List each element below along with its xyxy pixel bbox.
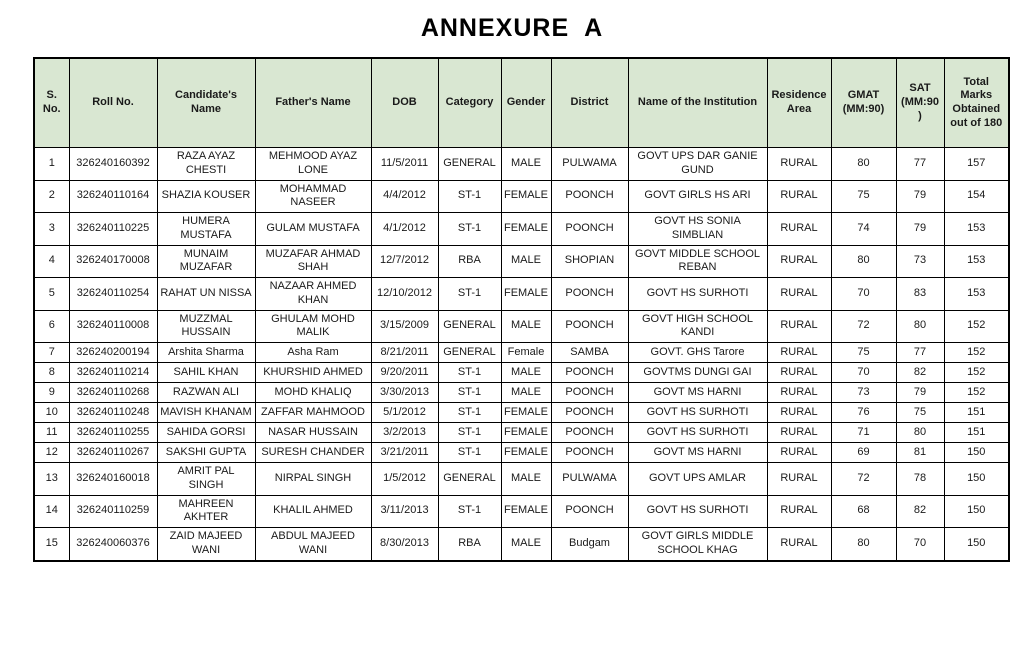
table-cell: 3/11/2013 bbox=[371, 495, 438, 528]
table-cell: 3/15/2009 bbox=[371, 310, 438, 343]
table-cell: GOVTMS DUNGI GAI bbox=[628, 363, 767, 383]
table-cell: 14 bbox=[34, 495, 69, 528]
table-cell: 11 bbox=[34, 423, 69, 443]
table-cell: 1/5/2012 bbox=[371, 463, 438, 496]
table-cell: RURAL bbox=[767, 363, 831, 383]
table-cell: MEHMOOD AYAZ LONE bbox=[255, 148, 371, 181]
table-cell: Arshita Sharma bbox=[157, 343, 255, 363]
table-cell: 8/21/2011 bbox=[371, 343, 438, 363]
table-body bbox=[34, 148, 1009, 561]
table-cell: ST-1 bbox=[438, 363, 501, 383]
table-cell: KHALIL AHMED bbox=[255, 495, 371, 528]
table-cell: 150 bbox=[944, 528, 1009, 561]
table-cell: 3/2/2013 bbox=[371, 423, 438, 443]
table-cell: 326240110254 bbox=[69, 278, 157, 311]
table-cell: 12/7/2012 bbox=[371, 245, 438, 278]
table-cell: 7 bbox=[34, 343, 69, 363]
table-cell: RURAL bbox=[767, 343, 831, 363]
table-cell: 80 bbox=[831, 148, 896, 181]
table-cell: RURAL bbox=[767, 403, 831, 423]
table-cell: 326240110248 bbox=[69, 403, 157, 423]
table-cell: 70 bbox=[896, 528, 944, 561]
table-cell: ST-1 bbox=[438, 180, 501, 213]
table-row bbox=[34, 278, 1009, 311]
table-cell: 83 bbox=[896, 278, 944, 311]
table-cell: 326240110214 bbox=[69, 363, 157, 383]
table-cell: 151 bbox=[944, 423, 1009, 443]
table-cell: Female bbox=[501, 343, 551, 363]
table-cell: KHURSHID AHMED bbox=[255, 363, 371, 383]
table-cell: 79 bbox=[896, 213, 944, 246]
table-cell: RURAL bbox=[767, 213, 831, 246]
table-cell: 72 bbox=[831, 310, 896, 343]
column-header: Candidate's Name bbox=[157, 58, 255, 148]
table-cell: GENERAL bbox=[438, 463, 501, 496]
table-cell: 5/1/2012 bbox=[371, 403, 438, 423]
table-cell: 1 bbox=[34, 148, 69, 181]
table-cell: NIRPAL SINGH bbox=[255, 463, 371, 496]
table-cell: 152 bbox=[944, 343, 1009, 363]
table-cell: RAHAT UN NISSA bbox=[157, 278, 255, 311]
table-cell: 154 bbox=[944, 180, 1009, 213]
table-cell: 79 bbox=[896, 180, 944, 213]
column-header: S. No. bbox=[34, 58, 69, 148]
table-cell: GOVT MIDDLE SCHOOL REBAN bbox=[628, 245, 767, 278]
table-cell: 79 bbox=[896, 383, 944, 403]
table-cell: GOVT HS SURHOTI bbox=[628, 403, 767, 423]
table-cell: MALE bbox=[501, 245, 551, 278]
table-cell: PULWAMA bbox=[551, 463, 628, 496]
table-cell: MUZZMAL HUSSAIN bbox=[157, 310, 255, 343]
table-cell: AMRIT PAL SINGH bbox=[157, 463, 255, 496]
table-cell: 77 bbox=[896, 148, 944, 181]
table-cell: GULAM MUSTAFA bbox=[255, 213, 371, 246]
table-cell: MOHD KHALIQ bbox=[255, 383, 371, 403]
table-cell: 82 bbox=[896, 495, 944, 528]
column-header: Gender bbox=[501, 58, 551, 148]
column-header: Total Marks Obtained out of 180 bbox=[944, 58, 1009, 148]
table-cell: 326240060376 bbox=[69, 528, 157, 561]
table-cell: NAZAAR AHMED KHAN bbox=[255, 278, 371, 311]
table-cell: 78 bbox=[896, 463, 944, 496]
table-cell: RURAL bbox=[767, 245, 831, 278]
table-cell: RURAL bbox=[767, 463, 831, 496]
table-cell: GOVT UPS AMLAR bbox=[628, 463, 767, 496]
table-cell: 4 bbox=[34, 245, 69, 278]
table-row bbox=[34, 148, 1009, 181]
table-cell: FEMALE bbox=[501, 180, 551, 213]
table-cell: 12/10/2012 bbox=[371, 278, 438, 311]
table-cell: 2 bbox=[34, 180, 69, 213]
table-cell: ZAID MAJEED WANI bbox=[157, 528, 255, 561]
table-cell: MALE bbox=[501, 383, 551, 403]
column-header: Residence Area bbox=[767, 58, 831, 148]
table-row bbox=[34, 495, 1009, 528]
table-cell: 82 bbox=[896, 363, 944, 383]
table-cell: 5 bbox=[34, 278, 69, 311]
table-cell: RURAL bbox=[767, 383, 831, 403]
table-cell: 6 bbox=[34, 310, 69, 343]
table-cell: GOVT GIRLS MIDDLE SCHOOL KHAG bbox=[628, 528, 767, 561]
table-cell: 80 bbox=[831, 528, 896, 561]
table-cell: 69 bbox=[831, 443, 896, 463]
table-cell: MALE bbox=[501, 363, 551, 383]
table-cell: 74 bbox=[831, 213, 896, 246]
table-cell: Asha Ram bbox=[255, 343, 371, 363]
table-cell: RURAL bbox=[767, 310, 831, 343]
table-cell: RAZA AYAZ CHESTI bbox=[157, 148, 255, 181]
table-cell: FEMALE bbox=[501, 443, 551, 463]
table-cell: RBA bbox=[438, 528, 501, 561]
table-cell: SAHIL KHAN bbox=[157, 363, 255, 383]
table-cell: 68 bbox=[831, 495, 896, 528]
column-header: Category bbox=[438, 58, 501, 148]
table-cell: GENERAL bbox=[438, 148, 501, 181]
table-cell: 3 bbox=[34, 213, 69, 246]
table-cell: GOVT HS SURHOTI bbox=[628, 278, 767, 311]
table-row bbox=[34, 443, 1009, 463]
table-cell: 12 bbox=[34, 443, 69, 463]
table-cell: 4/1/2012 bbox=[371, 213, 438, 246]
column-header: Father's Name bbox=[255, 58, 371, 148]
table-cell: RURAL bbox=[767, 495, 831, 528]
table-cell: 153 bbox=[944, 213, 1009, 246]
table-cell: ST-1 bbox=[438, 443, 501, 463]
column-header: District bbox=[551, 58, 628, 148]
header-row bbox=[34, 58, 1009, 148]
table-cell: 71 bbox=[831, 423, 896, 443]
table-cell: 11/5/2011 bbox=[371, 148, 438, 181]
table-cell: MAVISH KHANAM bbox=[157, 403, 255, 423]
table-cell: 326240110008 bbox=[69, 310, 157, 343]
table-cell: GOVT HS SURHOTI bbox=[628, 423, 767, 443]
table-cell: MOHAMMAD NASEER bbox=[255, 180, 371, 213]
table-cell: 81 bbox=[896, 443, 944, 463]
table-cell: GOVT MS HARNI bbox=[628, 443, 767, 463]
table-cell: 9/20/2011 bbox=[371, 363, 438, 383]
table-cell: ST-1 bbox=[438, 213, 501, 246]
table-cell: ST-1 bbox=[438, 495, 501, 528]
table-row bbox=[34, 363, 1009, 383]
table-cell: 10 bbox=[34, 403, 69, 423]
table-row bbox=[34, 213, 1009, 246]
table-cell: 3/21/2011 bbox=[371, 443, 438, 463]
table-cell: POONCH bbox=[551, 180, 628, 213]
table-cell: RAZWAN ALI bbox=[157, 383, 255, 403]
table-cell: POONCH bbox=[551, 213, 628, 246]
table-cell: RURAL bbox=[767, 180, 831, 213]
table-cell: 70 bbox=[831, 278, 896, 311]
table-cell: HUMERA MUSTAFA bbox=[157, 213, 255, 246]
table-cell: 152 bbox=[944, 310, 1009, 343]
page-title: ANNEXURE A bbox=[420, 14, 604, 42]
table-cell: 80 bbox=[831, 245, 896, 278]
table-row bbox=[34, 528, 1009, 561]
table-cell: POONCH bbox=[551, 278, 628, 311]
table-cell: GENERAL bbox=[438, 310, 501, 343]
table-cell: MALE bbox=[501, 148, 551, 181]
column-header: Roll No. bbox=[69, 58, 157, 148]
table-cell: SURESH CHANDER bbox=[255, 443, 371, 463]
table-cell: SAMBA bbox=[551, 343, 628, 363]
table-cell: NASAR HUSSAIN bbox=[255, 423, 371, 443]
table-cell: 150 bbox=[944, 443, 1009, 463]
table-cell: SHAZIA KOUSER bbox=[157, 180, 255, 213]
table-cell: ZAFFAR MAHMOOD bbox=[255, 403, 371, 423]
table-cell: 150 bbox=[944, 495, 1009, 528]
table-cell: SAKSHI GUPTA bbox=[157, 443, 255, 463]
table-cell: 75 bbox=[896, 403, 944, 423]
table-cell: POONCH bbox=[551, 403, 628, 423]
column-header: SAT (MM:90) bbox=[896, 58, 944, 148]
table-cell: 15 bbox=[34, 528, 69, 561]
table-cell: 76 bbox=[831, 403, 896, 423]
table-cell: FEMALE bbox=[501, 423, 551, 443]
table-cell: POONCH bbox=[551, 423, 628, 443]
table-cell: SAHIDA GORSI bbox=[157, 423, 255, 443]
table-cell: 8/30/2013 bbox=[371, 528, 438, 561]
table-cell: RURAL bbox=[767, 528, 831, 561]
table-cell: 70 bbox=[831, 363, 896, 383]
table-cell: ST-1 bbox=[438, 278, 501, 311]
column-header: GMAT (MM:90) bbox=[831, 58, 896, 148]
table-cell: RURAL bbox=[767, 148, 831, 181]
table-cell: GOVT HS SONIA SIMBLIAN bbox=[628, 213, 767, 246]
table-cell: ABDUL MAJEED WANI bbox=[255, 528, 371, 561]
table-row bbox=[34, 310, 1009, 343]
table-cell: 72 bbox=[831, 463, 896, 496]
table-cell: RURAL bbox=[767, 278, 831, 311]
table-cell: 153 bbox=[944, 245, 1009, 278]
table-cell: 3/30/2013 bbox=[371, 383, 438, 403]
table-cell: 13 bbox=[34, 463, 69, 496]
table-cell: FEMALE bbox=[501, 403, 551, 423]
column-header: Name of the Institution bbox=[628, 58, 767, 148]
table-cell: POONCH bbox=[551, 383, 628, 403]
table-cell: GOVT. GHS Tarore bbox=[628, 343, 767, 363]
table-cell: 326240160392 bbox=[69, 148, 157, 181]
table-cell: RBA bbox=[438, 245, 501, 278]
table-cell: 326240110267 bbox=[69, 443, 157, 463]
table-cell: GHULAM MOHD MALIK bbox=[255, 310, 371, 343]
table-cell: 326240110225 bbox=[69, 213, 157, 246]
table-cell: 151 bbox=[944, 403, 1009, 423]
table-cell: 75 bbox=[831, 180, 896, 213]
table-cell: 9 bbox=[34, 383, 69, 403]
table-cell: 8 bbox=[34, 363, 69, 383]
table-cell: 153 bbox=[944, 278, 1009, 311]
table-cell: RURAL bbox=[767, 443, 831, 463]
table-row bbox=[34, 180, 1009, 213]
table-cell: 73 bbox=[896, 245, 944, 278]
table-cell: GOVT UPS DAR GANIE GUND bbox=[628, 148, 767, 181]
table-row bbox=[34, 383, 1009, 403]
table-cell: 4/4/2012 bbox=[371, 180, 438, 213]
table-cell: 75 bbox=[831, 343, 896, 363]
table-cell: FEMALE bbox=[501, 495, 551, 528]
table-header bbox=[34, 58, 1009, 148]
table-row bbox=[34, 403, 1009, 423]
table-cell: MUZAFAR AHMAD SHAH bbox=[255, 245, 371, 278]
table-row bbox=[34, 343, 1009, 363]
table-cell: POONCH bbox=[551, 443, 628, 463]
table-cell: MUNAIM MUZAFAR bbox=[157, 245, 255, 278]
table-cell: FEMALE bbox=[501, 213, 551, 246]
table-cell: ST-1 bbox=[438, 383, 501, 403]
table-cell: MALE bbox=[501, 463, 551, 496]
table-row bbox=[34, 423, 1009, 443]
table-cell: 73 bbox=[831, 383, 896, 403]
table-cell: 157 bbox=[944, 148, 1009, 181]
table-cell: GOVT MS HARNI bbox=[628, 383, 767, 403]
table-cell: 80 bbox=[896, 423, 944, 443]
table-cell: POONCH bbox=[551, 495, 628, 528]
table-cell: ST-1 bbox=[438, 403, 501, 423]
table-cell: GOVT HS SURHOTI bbox=[628, 495, 767, 528]
table-cell: 326240160018 bbox=[69, 463, 157, 496]
table-cell: 326240110268 bbox=[69, 383, 157, 403]
table-cell: 326240170008 bbox=[69, 245, 157, 278]
table-cell: POONCH bbox=[551, 363, 628, 383]
table-cell: 77 bbox=[896, 343, 944, 363]
table-cell: FEMALE bbox=[501, 278, 551, 311]
table-cell: MALE bbox=[501, 310, 551, 343]
table-cell: Budgam bbox=[551, 528, 628, 561]
table-cell: PULWAMA bbox=[551, 148, 628, 181]
annexure-table bbox=[33, 57, 1010, 562]
table-cell: MALE bbox=[501, 528, 551, 561]
column-header: DOB bbox=[371, 58, 438, 148]
table-cell: 150 bbox=[944, 463, 1009, 496]
table-cell: RURAL bbox=[767, 423, 831, 443]
table-cell: MAHREEN AKHTER bbox=[157, 495, 255, 528]
table-cell: POONCH bbox=[551, 310, 628, 343]
table-cell: 326240110259 bbox=[69, 495, 157, 528]
table-cell: GENERAL bbox=[438, 343, 501, 363]
table-cell: GOVT HIGH SCHOOL KANDI bbox=[628, 310, 767, 343]
table-row bbox=[34, 245, 1009, 278]
table-cell: 326240110255 bbox=[69, 423, 157, 443]
table-cell: 80 bbox=[896, 310, 944, 343]
table-cell: SHOPIAN bbox=[551, 245, 628, 278]
table-cell: 152 bbox=[944, 383, 1009, 403]
table-cell: 326240110164 bbox=[69, 180, 157, 213]
table-cell: ST-1 bbox=[438, 423, 501, 443]
table-cell: GOVT GIRLS HS ARI bbox=[628, 180, 767, 213]
table-cell: 152 bbox=[944, 363, 1009, 383]
table-row bbox=[34, 463, 1009, 496]
table-cell: 326240200194 bbox=[69, 343, 157, 363]
